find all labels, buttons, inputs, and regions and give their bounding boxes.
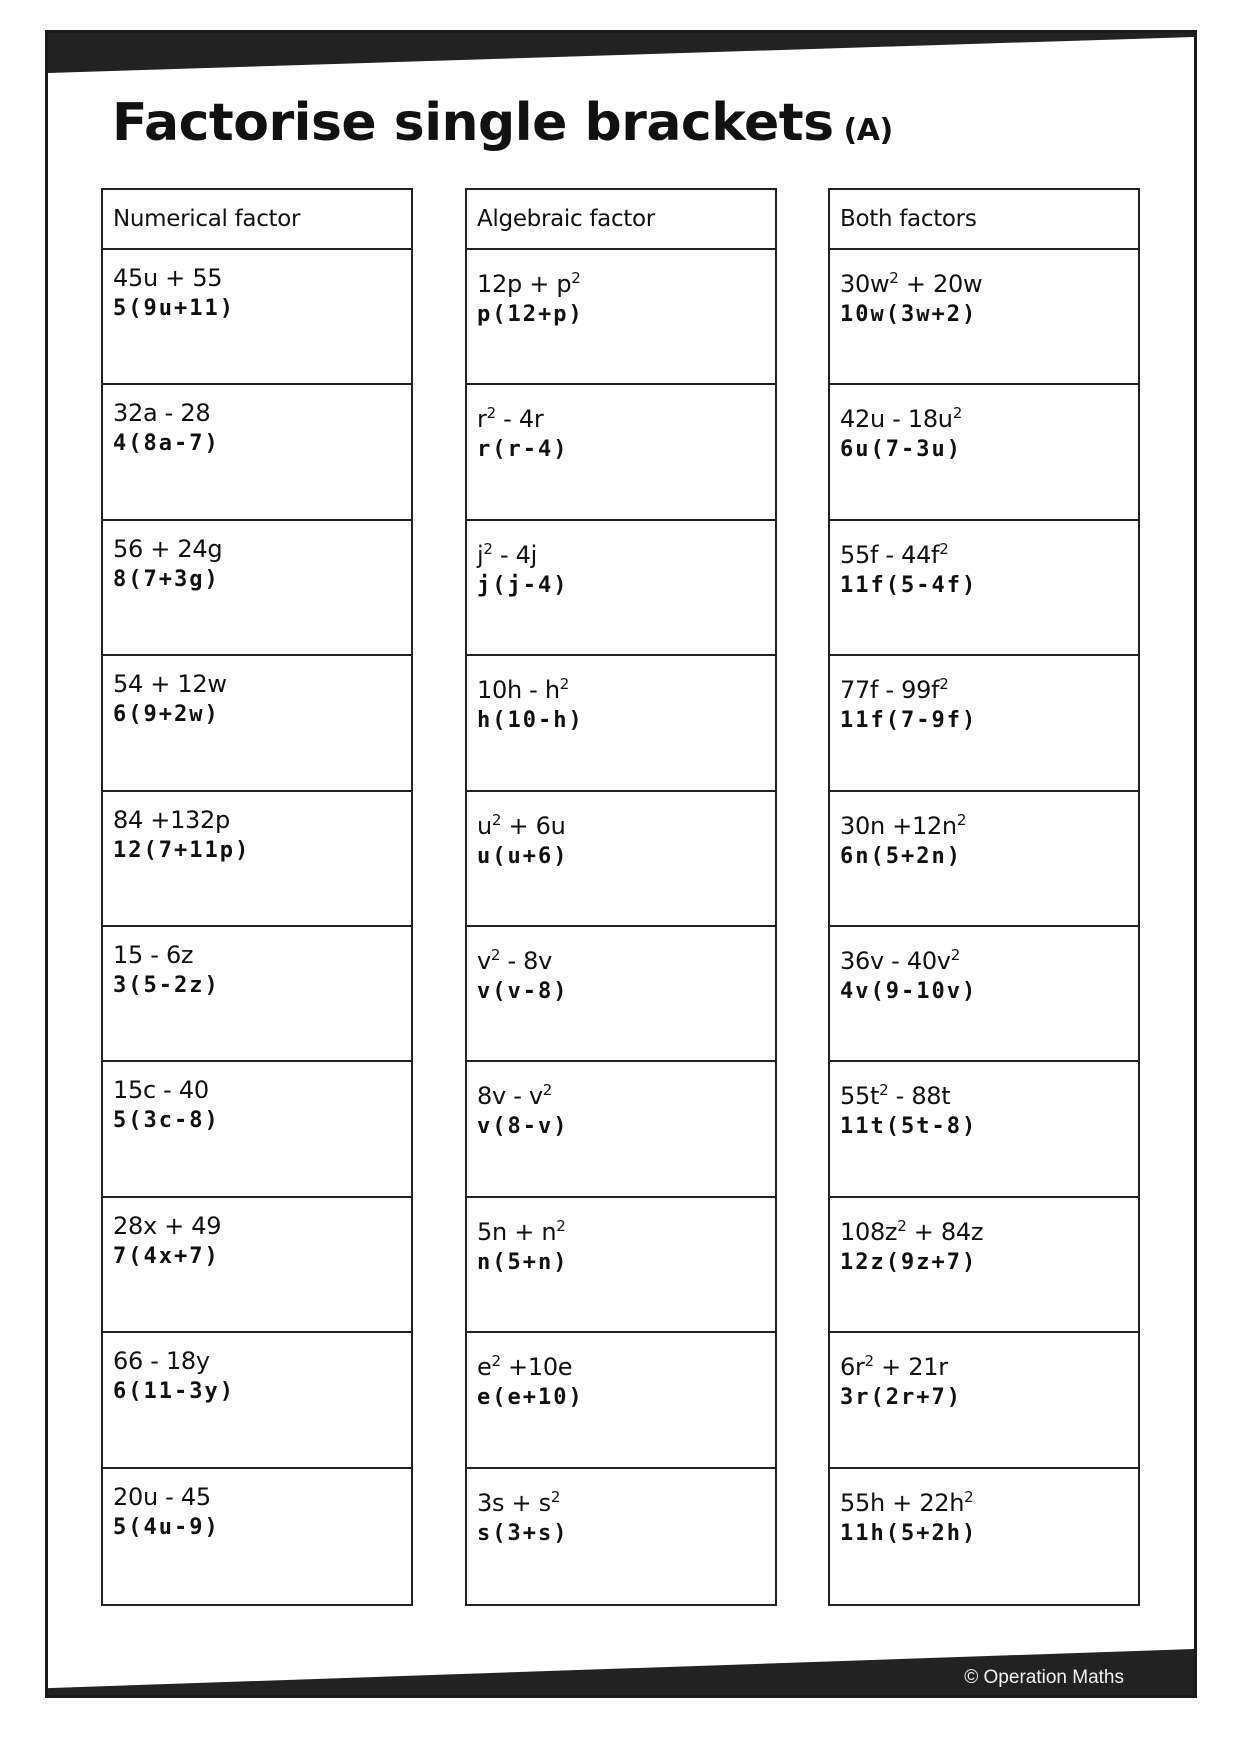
handwritten-answer: 7(4x+7) [113,1243,220,1269]
expression-text: 55f - 44f [840,540,940,569]
exponent: 2 [956,810,967,829]
expression-text: u [477,811,492,840]
exponent: 2 [939,539,949,558]
expression-text: - 8v [500,946,553,975]
question-expression [840,804,1128,842]
handwritten-answer: v(8-v) [477,1114,569,1140]
question-cell [830,250,1138,385]
handwritten-answer: 5(4u-9) [113,1514,220,1540]
handwritten-answer: 3r(2r+7) [840,1385,962,1411]
handwritten-answer: 11h(5+2h) [840,1520,978,1546]
handwritten-answer: s(3+s) [477,1520,569,1546]
exponent: 2 [542,1081,553,1100]
question-expression [477,533,765,571]
expression-text: 6r [840,1353,865,1382]
exponent: 2 [939,675,949,694]
expression-text: r [477,405,487,434]
expression-text: + 20w [898,270,983,298]
exponent: 2 [889,269,899,287]
exponent: 2 [491,810,502,829]
expression-text: 42u - 18u [840,405,953,434]
exponent: 2 [483,539,493,558]
question-cell [830,521,1138,656]
question-expression [113,397,401,429]
exponent: 2 [559,675,570,694]
question-cell [467,792,775,927]
expression-text: 108z [840,1217,898,1246]
question-cell [103,1333,411,1468]
expression-text: 84 +132p [113,805,230,834]
expression-text: + 6u [501,811,566,840]
expression-text: 12p + p [477,270,572,298]
column-header: Algebraic factor [467,190,775,250]
handwritten-answer: n(5+n) [477,1249,569,1275]
question-expression [477,939,765,977]
question-expression [840,1210,1128,1248]
expression-text: 77f - 99f [840,676,940,705]
column-header: Numerical factor [103,190,411,250]
expression-text: - 4r [495,405,544,434]
column-numerical-factor [101,188,413,1606]
question-expression [477,804,765,842]
question-cell [467,1062,775,1197]
handwritten-answer: r(r-4) [477,437,569,463]
question-cell [830,1469,1138,1604]
exponent: 2 [950,945,960,964]
handwritten-answer: u(u+6) [477,843,569,869]
question-cell [467,1198,775,1333]
question-cell [103,385,411,520]
question-cell [103,521,411,656]
handwritten-answer: j(j-4) [477,572,569,598]
expression-text: 15c - 40 [113,1076,209,1105]
handwritten-answer: 10w(3w+2) [840,302,978,327]
exponent: 2 [897,1216,907,1235]
handwritten-answer: 8(7+3g) [113,566,220,592]
expression-text: + 21r [873,1353,948,1382]
question-expression [113,1210,401,1242]
question-expression [840,533,1128,571]
question-cell [467,656,775,791]
question-cell [830,1062,1138,1197]
expression-text: 45u + 55 [113,264,223,292]
question-cell [103,656,411,791]
question-cell [830,927,1138,1062]
handwritten-answer: 5(9u+11) [113,296,235,321]
copyright-footer: © Operation Maths [964,1667,1124,1688]
exponent: 2 [486,404,496,423]
question-expression [840,1481,1128,1519]
question-expression [113,1074,401,1106]
expression-text: 10h - h [477,676,560,705]
question-expression [477,1074,765,1112]
expression-text: 36v - 40v [840,946,951,975]
expression-text: 3s + s [477,1488,551,1517]
question-cell [467,521,775,656]
title-suffix: (A) [843,113,893,148]
handwritten-answer: v(v-8) [477,978,569,1004]
question-expression [113,262,401,294]
expression-text: 8v - v [477,1082,543,1111]
exponent: 2 [490,945,501,964]
question-expression [840,262,1128,300]
question-cell [103,1469,411,1604]
expression-text: 66 - 18y [113,1347,210,1376]
handwritten-answer: 11t(5t-8) [840,1114,978,1140]
expression-text: 55h + 22h [840,1488,965,1517]
title-text: Factorise single brackets [112,93,834,153]
question-cell [103,250,411,385]
question-expression [113,804,401,836]
expression-text: j [477,540,484,569]
expression-text: 28x + 49 [113,1211,222,1240]
column-both-factors [828,188,1140,1606]
question-expression [113,1345,401,1377]
question-expression [840,1074,1128,1112]
expression-text: 20u - 45 [113,1482,211,1511]
question-cell [103,792,411,927]
question-cell [103,1198,411,1333]
exponent: 2 [879,1081,889,1100]
expression-text: 30w [840,270,890,298]
handwritten-answer: 6n(5+2n) [840,843,962,869]
question-expression [477,1345,765,1383]
question-cell [467,250,775,385]
expression-text: - 88t [888,1082,951,1111]
handwritten-answer: 11f(5-4f) [840,572,978,598]
question-cell [830,792,1138,927]
exponent: 2 [550,1487,561,1506]
expression-text: e [477,1353,492,1382]
question-expression [840,668,1128,706]
question-expression [840,397,1128,435]
exponent: 2 [864,1352,874,1371]
question-cell [103,1062,411,1197]
question-expression [477,1481,765,1519]
handwritten-answer: p(12+p) [477,302,584,327]
question-cell [467,1469,775,1604]
expression-text: v [477,946,491,975]
question-expression [840,939,1128,977]
handwritten-answer: 11f(7-9f) [840,708,978,734]
question-cell [467,1333,775,1468]
question-expression [477,668,765,706]
page-title [112,93,893,153]
handwritten-answer: 5(3c-8) [113,1108,220,1134]
handwritten-answer: 6(9+2w) [113,702,220,728]
exponent: 2 [556,1216,566,1235]
question-expression [477,262,765,300]
handwritten-answer: 12(7+11p) [113,837,251,863]
handwritten-answer: 4v(9-10v) [840,978,978,1004]
exponent: 2 [571,269,581,287]
expression-text: 32a - 28 [113,399,211,428]
question-cell [103,927,411,1062]
expression-text: 15 - 6z [113,940,194,969]
exponent: 2 [491,1352,501,1371]
question-cell [467,385,775,520]
question-cell [830,656,1138,791]
question-expression [840,1345,1128,1383]
exponent: 2 [964,1487,974,1506]
handwritten-answer: h(10-h) [477,708,584,734]
expression-text: 56 + 24g [113,534,223,563]
top-band [48,33,1194,73]
worksheet [45,30,1197,1698]
question-cell [467,927,775,1062]
question-expression [113,1481,401,1513]
question-expression [477,397,765,435]
question-cell [830,1333,1138,1468]
expression-text: 30n +12n [840,811,957,840]
handwritten-answer: 3(5-2z) [113,972,220,998]
handwritten-answer: 6(11-3y) [113,1379,235,1405]
handwritten-answer: e(e+10) [477,1385,584,1411]
column-algebraic-factor [465,188,777,1606]
handwritten-answer: 12z(9z+7) [840,1249,978,1275]
expression-text: 5n + n [477,1217,557,1246]
expression-text: - 4j [492,540,537,569]
expression-text: +10e [500,1353,573,1382]
question-expression [113,668,401,700]
column-header: Both factors [830,190,1138,250]
expression-text: + 84z [906,1217,984,1246]
handwritten-answer: 6u(7-3u) [840,437,962,463]
handwritten-answer: 4(8a-7) [113,431,220,457]
question-cell [830,385,1138,520]
exponent: 2 [952,404,962,423]
question-expression [113,939,401,971]
question-cell [830,1198,1138,1333]
expression-text: 55t [840,1082,880,1111]
expression-text: 54 + 12w [113,670,227,699]
question-expression [477,1210,765,1248]
question-expression [113,533,401,565]
